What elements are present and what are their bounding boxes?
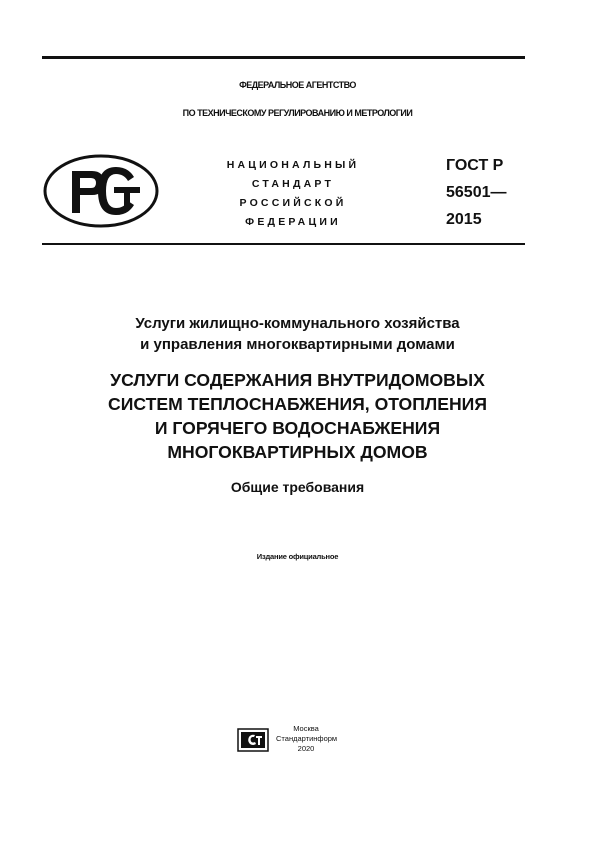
standard-type-line-4: ФЕДЕРАЦИИ: [245, 216, 341, 228]
main-title-line-3: И ГОРЯЧЕГО ВОДОСНАБЖЕНИЯ: [154, 418, 441, 438]
designation-line-3: 2015: [446, 211, 482, 228]
publisher-info: [276, 724, 336, 754]
subtitle-line-2: и управления многоквартирными домами: [140, 336, 455, 353]
general-requirements: Общие требования: [230, 479, 365, 495]
agency-line-2: ПО ТЕХНИЧЕСКОМУ РЕГУЛИРОВАНИЮ И МЕТРОЛОГИИ: [182, 108, 413, 118]
publisher-city: Москва: [293, 724, 319, 733]
top-rule: [42, 56, 525, 59]
main-title-line-4: МНОГОКВАРТИРНЫХ ДОМОВ: [167, 442, 428, 462]
rst-certification-mark-icon: [42, 153, 160, 229]
standard-type-line-1: НАЦИОНАЛЬНЫЙ: [226, 159, 360, 171]
publisher-year: 2020: [297, 744, 315, 753]
subtitle-line-1: Услуги жилищно-коммунального хозяйства: [135, 315, 460, 332]
standard-type-line-3: РОССИЙСКОЙ: [239, 197, 347, 209]
standard-designation: [446, 152, 507, 233]
standartinform-logo-icon: [237, 728, 269, 752]
standard-type: [213, 156, 373, 232]
standard-type-line-2: СТАНДАРТ: [251, 178, 335, 190]
edition-note: Издание официальное: [256, 552, 339, 561]
main-title-line-2: СИСТЕМ ТЕПЛОСНАБЖЕНИЯ, ОТОПЛЕНИЯ: [108, 394, 487, 414]
designation-line-1: ГОСТ Р: [446, 157, 504, 174]
agency-line-1: ФЕДЕРАЛЬНОЕ АГЕНТСТВО: [239, 80, 356, 90]
publisher-name: Стандартинформ: [276, 734, 338, 743]
main-title-line-1: УСЛУГИ СОДЕРЖАНИЯ ВНУТРИДОМОВЫХ: [110, 370, 485, 390]
middle-rule: [42, 243, 525, 245]
designation-line-2: 56501—: [446, 184, 507, 201]
